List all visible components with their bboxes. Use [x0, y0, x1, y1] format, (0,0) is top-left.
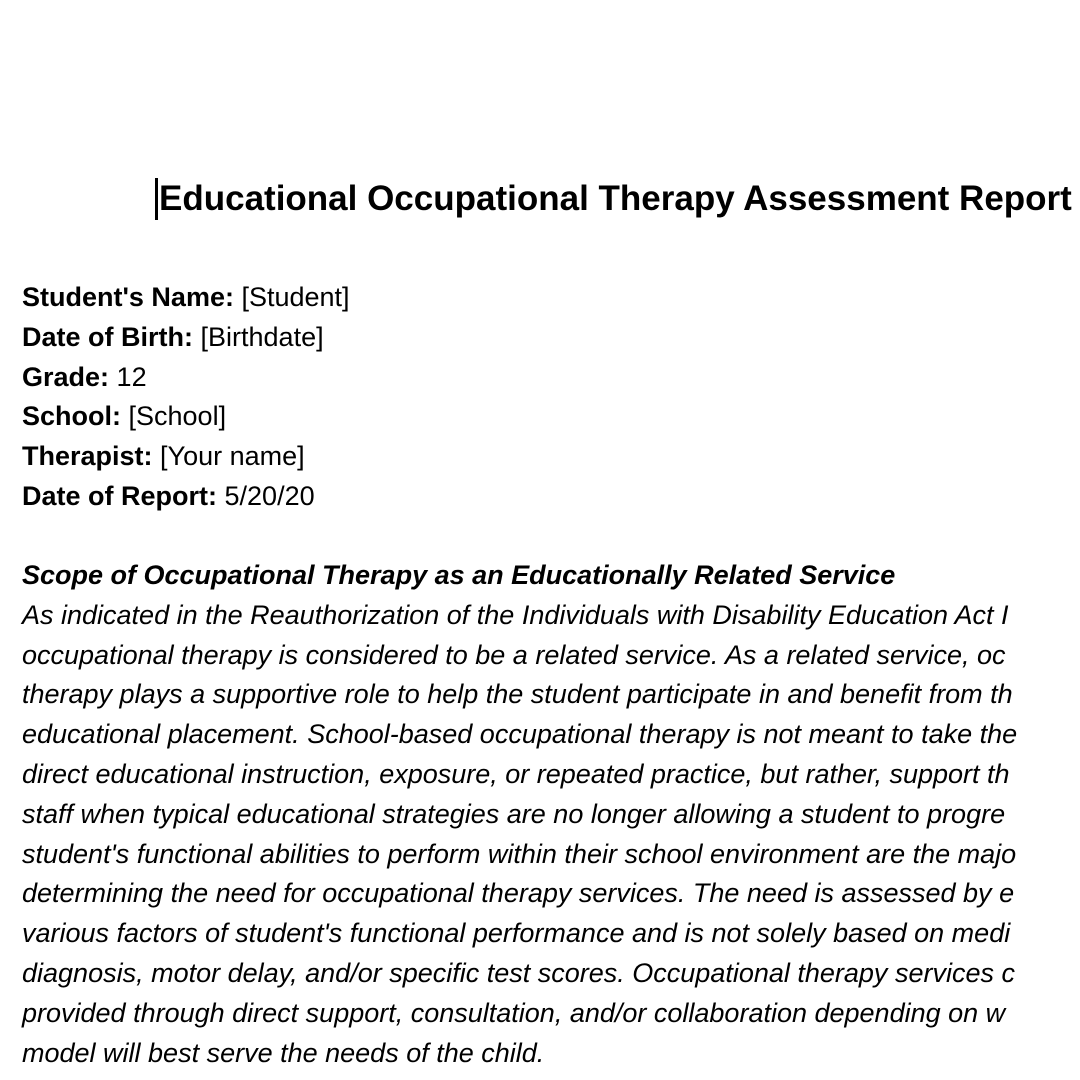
body-line: staff when typical educational strategies are no longer allowing a student to progre — [22, 798, 1006, 829]
field-label: Student's Name: — [22, 282, 234, 312]
field-value: [Student] — [241, 282, 350, 312]
field-value: [Birthdate] — [200, 321, 324, 352]
section-body — [22, 596, 1080, 1074]
field-date-of-report — [22, 477, 350, 517]
body-line: student's functional abilities to perform within their school environment are the majo — [22, 838, 1017, 869]
field-label: Date of Report: — [22, 480, 217, 511]
text-cursor — [155, 178, 158, 220]
field-grade — [22, 358, 350, 398]
field-student-name — [22, 278, 350, 318]
body-line: various factors of student's functional performance and is not solely based on medi — [22, 918, 1011, 949]
field-date-of-birth — [22, 318, 350, 358]
field-school — [22, 397, 350, 437]
field-label: Grade: — [22, 361, 110, 392]
document-title: Educational Occupational Therapy Assessment Report — [159, 179, 1072, 218]
field-value: 12 — [116, 361, 147, 392]
section-heading: Scope of Occupational Therapy as an Educationally Related Service — [22, 560, 896, 590]
field-therapist — [22, 437, 350, 477]
field-label: Therapist: — [22, 441, 153, 472]
body-line: occupational therapy is considered to be a related service. As a related service, oc — [22, 639, 1006, 670]
field-value: 5/20/20 — [224, 480, 315, 511]
body-line: As indicated in the Reauthorization of the Individuals with Disability Education Act I — [22, 599, 1009, 630]
body-line: educational placement. School-based occupational therapy is not meant to take the — [22, 719, 1018, 750]
body-line: determining the need for occupational therapy services. The need is assessed by e — [22, 878, 1015, 909]
student-info-fields — [22, 278, 350, 517]
body-line: diagnosis, motor delay, and/or specific test scores. Occupational therapy services c — [22, 957, 1015, 988]
field-value: [School] — [128, 401, 227, 432]
field-label: Date of Birth: — [22, 321, 193, 352]
body-line: direct educational instruction, exposure, or repeated practice, but rather, support th — [22, 758, 1010, 789]
field-value: [Your name] — [160, 441, 305, 472]
scope-section — [22, 556, 1080, 1073]
body-line: model will best serve the needs of the child. — [22, 1037, 545, 1068]
field-label: School: — [22, 401, 121, 432]
body-line: provided through direct support, consultation, and/or collaboration depending on w — [22, 997, 1006, 1028]
body-line: therapy plays a supportive role to help the student participate in and benefit from th — [22, 679, 1013, 710]
